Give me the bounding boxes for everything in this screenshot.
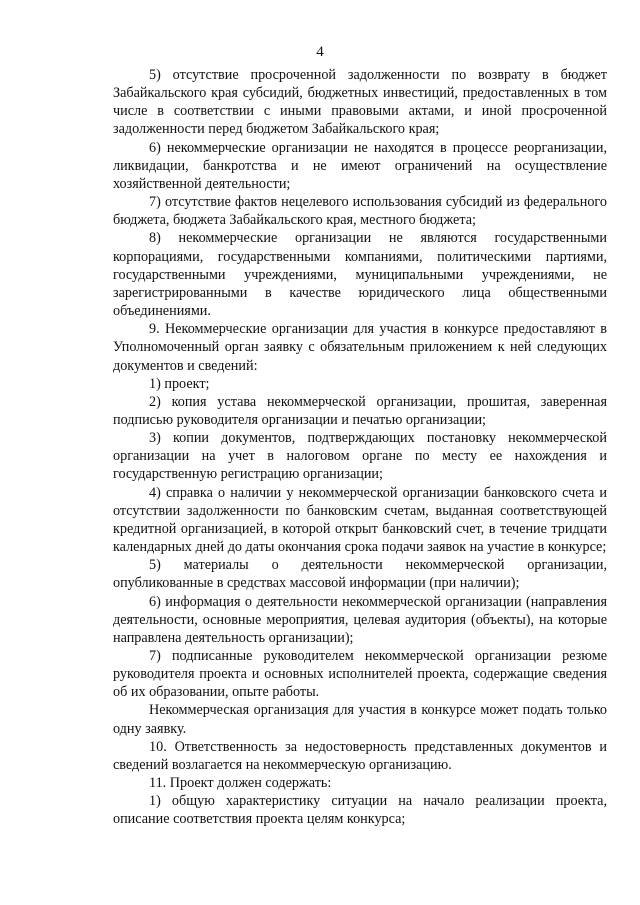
paragraph-clause-9: 9. Некоммерческие организации для участия в конкурсе предоставляют в Уполномоченный орган заявку с обязательным приложением к ней следующих документов и сведений: [113,321,607,374]
paragraph-project-1: 1) общую характеристику ситуации на начало реализации проекта, описание соответствия проекта целям конкурса; [113,793,607,828]
paragraph-item-5: 5) отсутствие просроченной задолженности по возврату в бюджет Забайкальского края субсидий, бюджетных инвестиций, предоставленных в том числе в соответствии с иными правовыми актами, и иной просроченной задолженности перед бюджетом Забайкальского края; [113,67,607,138]
paragraph-item-6: 6) некоммерческие организации не находятся в процессе реорганизации, ликвидации, банкротства и не имеют ограничений на осуществление хозяйственной деятельности; [113,139,607,192]
paragraph-item-8: 8) некоммерческие организации не являются государственными корпорациями, государственными компаниями, политическими партиями, государственными учреждениями, муниципальными учреждениями, не зарегистрированными в качестве юридического лица общественными объединениями. [113,230,607,320]
paragraph-doc-2: 2) копия устава некоммерческой организации, прошитая, заверенная подписью руководителя организации и печатью организации; [113,393,607,428]
paragraph-single-application: Некоммерческая организация для участия в конкурсе может подать только одну заявку. [113,702,607,737]
paragraph-doc-3: 3) копии документов, подтверждающих постановку некоммерческой организации на учет в налоговом органе по месту ее нахождения и государственную регистрацию организации; [113,430,607,483]
paragraph-clause-11: 11. Проект должен содержать: [149,775,332,792]
page-number: 4 [316,44,324,60]
paragraph-doc-7: 7) подписанные руководителем некоммерческой организации резюме руководителя проекта и основных исполнителей проекта, содержащие сведения об их образовании, опыте работы. [113,648,607,701]
paragraph-doc-4: 4) справка о наличии у некоммерческой организации банковского счета и отсутствии задолженности по банковским счетам, выданная соответствующей кредитной организацией, в которой открыт банковский счет, в течение тридцати календарных дней до даты окончания срока подачи заявок на участие в конкурсе; [113,484,607,556]
paragraph-doc-6: 6) информация о деятельности некоммерческой организации (направления деятельности, основные мероприятия, целевая аудитория (объекты), на которые направлена деятельность организации); [113,593,607,646]
document-body [113,66,607,829]
paragraph-item-7: 7) отсутствие фактов нецелевого использования субсидий из федерального бюджета, бюджета Забайкальского края, местного бюджета; [113,194,607,229]
paragraph-clause-10: 10. Ответственность за недостоверность представленных документов и сведений возлагается на некоммерческую организацию. [113,738,607,773]
paragraph-doc-1: 1) проект; [149,375,210,392]
paragraph-doc-5: 5) материалы о деятельности некоммерческой организации, опубликованные в средствах массовой информации (при наличии); [113,557,607,592]
